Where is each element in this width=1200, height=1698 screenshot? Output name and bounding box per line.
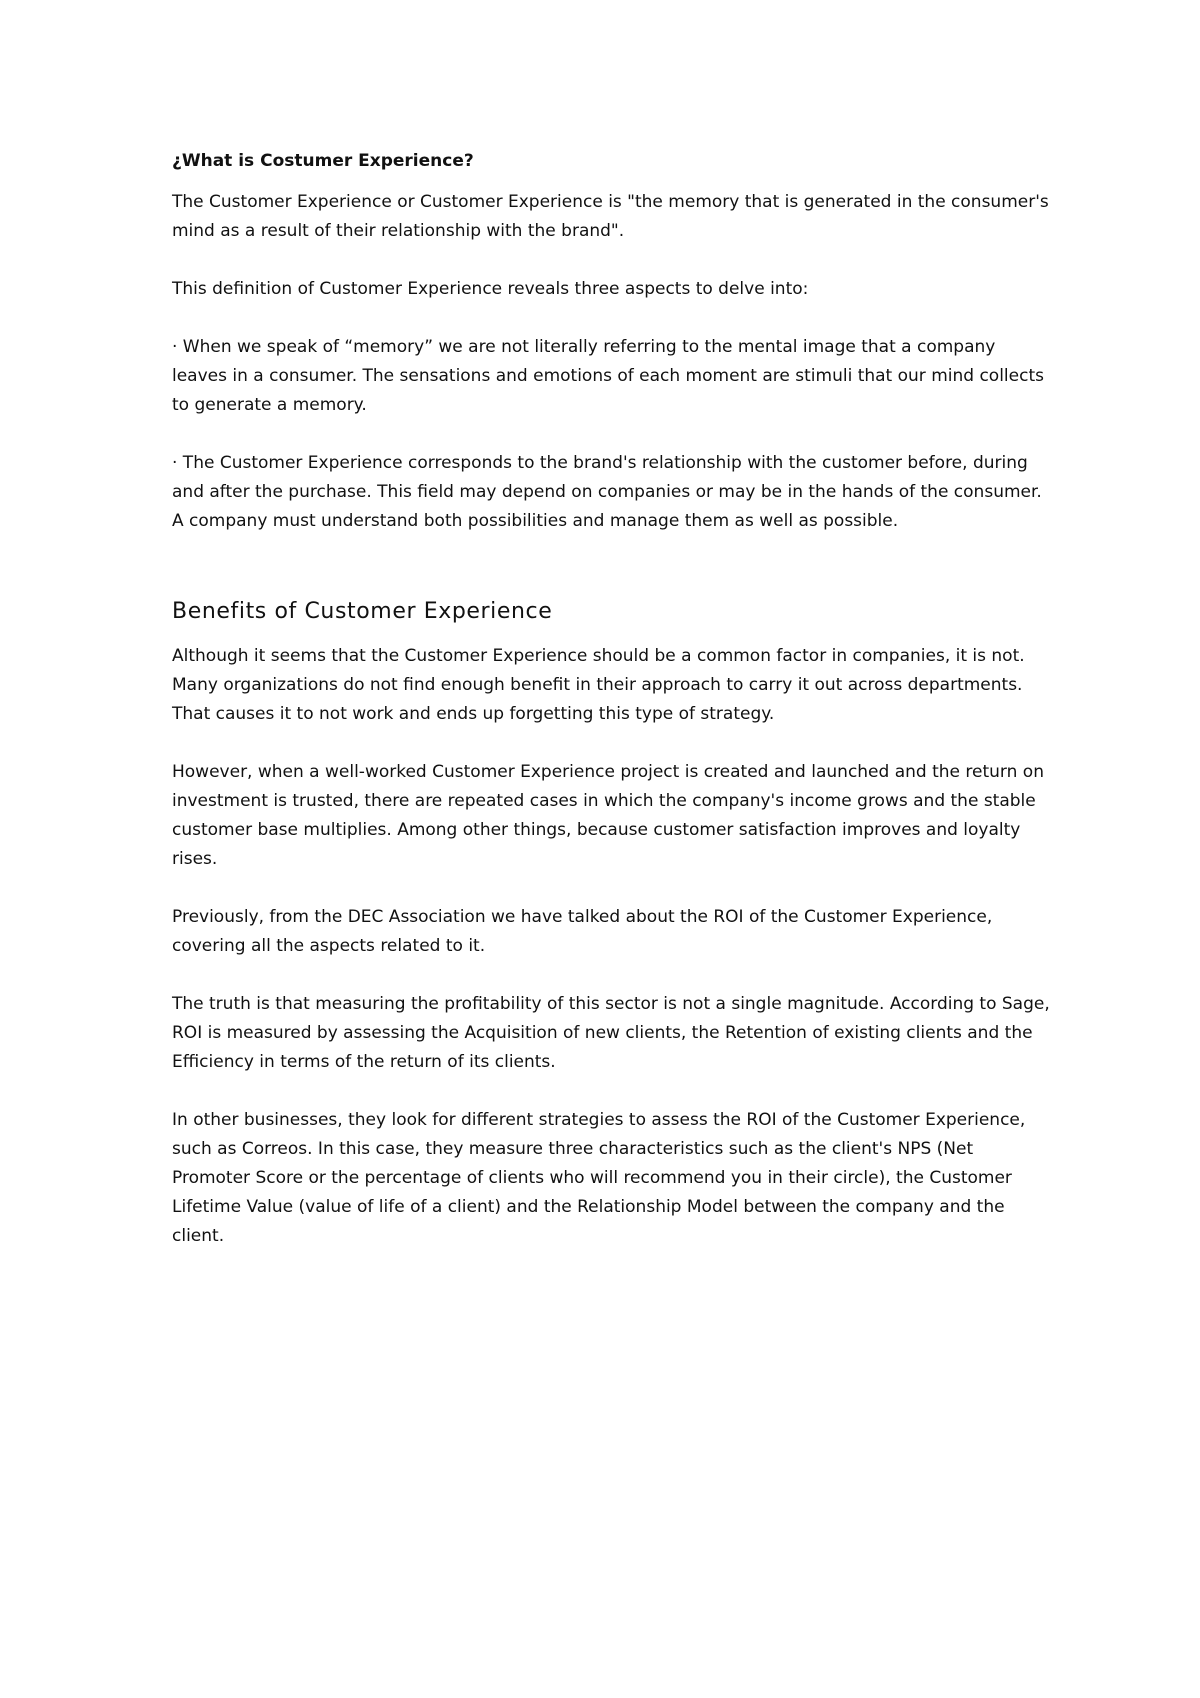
document-title: ¿What is Costumer Experience? bbox=[172, 151, 474, 171]
benefits-paragraph-2: However, when a well-worked Customer Experience project is created and launched and the return on investment is trusted, there are repeated cases in which the company's income grows and the stable customer base multiplies. Among other things, because customer satisfaction improves and loyalty rises. bbox=[172, 762, 1044, 869]
intro-aspects-paragraph: This definition of Customer Experience reveals three aspects to delve into: bbox=[172, 279, 809, 299]
section-heading: Benefits of Customer Experience bbox=[172, 599, 553, 624]
benefits-paragraph-3: Previously, from the DEC Association we have talked about the ROI of the Customer Experience, covering all the aspects related to it. bbox=[172, 907, 993, 956]
benefits-paragraph-1: Although it seems that the Customer Experience should be a common factor in companies, it is not. Many organizations do not find enough benefit in their approach to carry it out across departments. That causes it to not work and ends up forgetting this type of strategy. bbox=[172, 646, 1025, 724]
intro-definition-paragraph: The Customer Experience or Customer Experience is "the memory that is generated in the consumer's mind as a result of their relationship with the brand". bbox=[172, 192, 1049, 241]
bullet-memory-paragraph: · When we speak of “memory” we are not literally referring to the mental image that a company leaves in a consumer. The sensations and emotions of each moment are stimuli that our mind collects to generate a memory. bbox=[172, 337, 1044, 415]
document-page bbox=[172, 150, 1052, 1280]
benefits-paragraph-5: In other businesses, they look for different strategies to assess the ROI of the Customer Experience, such as Correos. In this case, they measure three characteristics such as the client's NPS (Net Promoter Score or the percentage of clients who will recommend you in their circle), the Customer Lifetime Value (value of life of a client) and the Relationship Model between the company and the client. bbox=[172, 1110, 1026, 1246]
benefits-paragraph-4: The truth is that measuring the profitability of this sector is not a single magnitude. According to Sage, ROI is measured by assessing the Acquisition of new clients, the Retention of existing clients and the Efficiency in terms of the return of its clients. bbox=[172, 994, 1050, 1072]
bullet-relationship-paragraph: · The Customer Experience corresponds to the brand's relationship with the customer before, during and after the purchase. This field may depend on companies or may be in the hands of the consumer. A company must understand both possibilities and manage them as well as possible. bbox=[172, 453, 1042, 531]
